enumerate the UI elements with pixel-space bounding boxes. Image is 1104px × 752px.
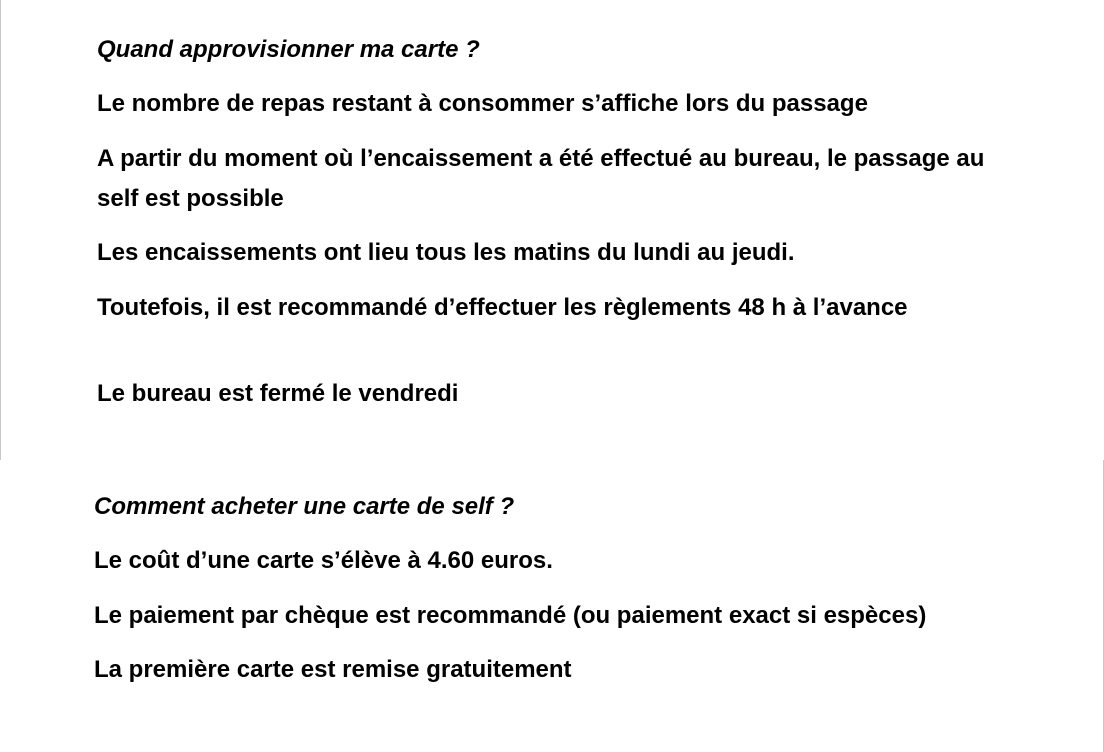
info-line: Le paiement par chèque est recommandé (ou paiement exact si espèces): [94, 602, 927, 629]
info-line: Les encaissements ont lieu tous les matins du lundi au jeudi.: [97, 239, 795, 266]
section-heading-refill: Quand approvisionner ma carte ?: [97, 36, 480, 63]
page-edge-left: [0, 0, 1, 460]
info-line: La première carte est remise gratuitement: [94, 656, 572, 683]
info-line: Le coût d’une carte s’élève à 4.60 euros.: [94, 547, 553, 574]
section-heading-buy: Comment acheter une carte de self ?: [94, 493, 515, 520]
info-line: Le nombre de repas restant à consommer s’affiche lors du passage: [97, 90, 868, 117]
info-line: Toutefois, il est recommandé d’effectuer les règlements 48 h à l’avance: [97, 294, 908, 321]
info-line: A partir du moment où l’encaissement a été effectué au bureau, le passage au self est possible: [97, 145, 985, 212]
info-line: Le bureau est fermé le vendredi: [97, 380, 459, 407]
